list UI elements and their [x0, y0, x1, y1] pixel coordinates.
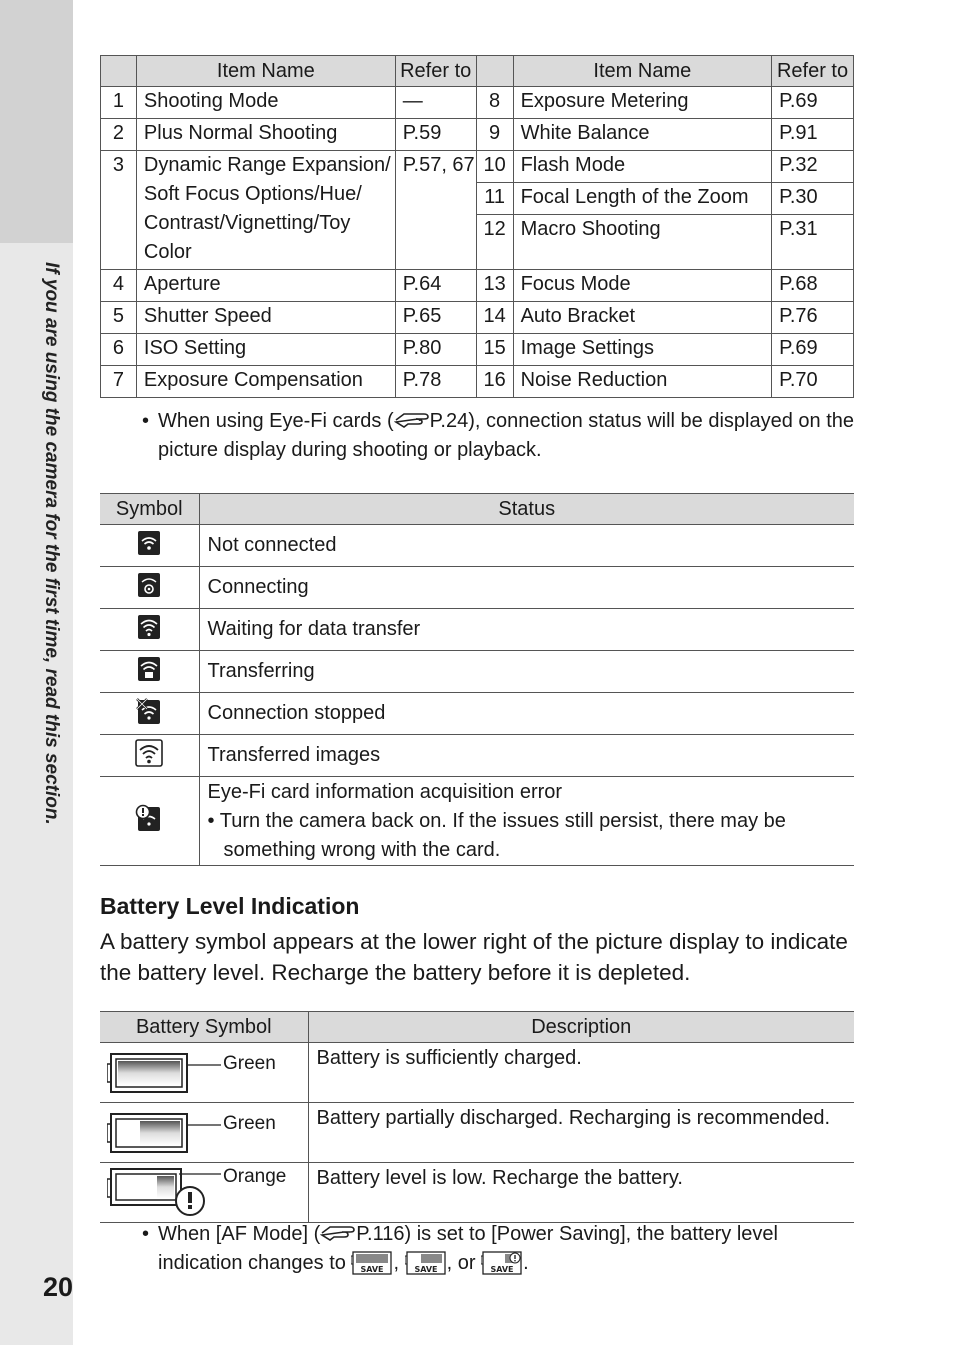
bullet: • [142, 1223, 150, 1245]
status-text: Waiting for data transfer [199, 609, 854, 651]
af-mode-note [142, 1220, 854, 1278]
battery-table-header [100, 1012, 854, 1043]
af-note-text [158, 1220, 854, 1278]
eyefi-stopped-icon [135, 697, 163, 725]
status-text: Transferring [199, 651, 854, 693]
item-ref: P.80 [395, 334, 476, 366]
item-name: ISO Setting [136, 334, 395, 366]
table-row [100, 777, 854, 866]
bullet: • [142, 410, 150, 432]
item-ref: — [395, 87, 476, 119]
table-row [100, 693, 854, 735]
table-row [101, 270, 854, 302]
col-header: Symbol [100, 494, 199, 525]
page-number: 20 [43, 1272, 74, 1302]
battery-save-partial-icon [405, 1251, 447, 1275]
col-header [476, 56, 513, 87]
eyefi-error-icon [135, 804, 163, 832]
note-text: . [523, 1252, 529, 1274]
item-ref: P.31 [772, 215, 854, 270]
item-ref: P.69 [772, 334, 854, 366]
item-ref: P.57, 67 [395, 151, 476, 270]
reference-hand-icon [394, 410, 430, 430]
battery-symbol-cell [100, 1103, 308, 1163]
error-instruction-cont: something wrong with the card. [223, 839, 501, 861]
table-row [100, 1163, 854, 1223]
status-text: Connection stopped [199, 693, 854, 735]
item-name: Focal Length of the Zoom [513, 183, 771, 215]
item-number: 11 [476, 183, 513, 215]
battery-symbol-cell [100, 1043, 308, 1103]
save-text: SAVE [490, 1265, 514, 1274]
item-ref: P.65 [395, 302, 476, 334]
table-row [100, 609, 854, 651]
table-row [100, 567, 854, 609]
item-number: 8 [476, 87, 513, 119]
status-text [199, 777, 854, 866]
eyefi-note-text [158, 407, 854, 465]
col-header: Battery Symbol [100, 1012, 308, 1043]
error-title: Eye-Fi card information acquisition error [207, 781, 563, 803]
col-header [101, 56, 137, 87]
item-name: Auto Bracket [513, 302, 771, 334]
note-text: , [393, 1252, 400, 1274]
item-name-line: Soft Focus Options/Hue/ [143, 183, 362, 205]
item-ref: P.69 [772, 87, 854, 119]
item-name [136, 151, 395, 270]
item-number: 16 [476, 366, 513, 398]
eyefi-connecting-icon [137, 572, 161, 598]
eyefi-not-connected-icon [137, 530, 161, 556]
battery-color-label: Green [223, 1113, 276, 1134]
item-name: Exposure Metering [513, 87, 771, 119]
note-text: ) is set to [Power Saving], the battery level [404, 1223, 778, 1245]
item-name: Shutter Speed [136, 302, 395, 334]
item-name-line: Color [143, 241, 192, 263]
note-text: ), connection status will be displayed on the picture display during shooting or playback. [158, 410, 854, 461]
status-table-header [100, 494, 854, 525]
item-name: Flash Mode [513, 151, 771, 183]
note-ref: P.116 [356, 1223, 405, 1245]
battery-symbol-cell [100, 1163, 308, 1223]
status-text: Transferred images [199, 735, 854, 777]
items-table-header [101, 56, 854, 87]
item-ref: P.32 [772, 151, 854, 183]
side-tab-marker [0, 0, 73, 243]
eyefi-note [142, 407, 854, 465]
item-name: White Balance [513, 119, 771, 151]
table-row [101, 302, 854, 334]
item-name: Noise Reduction [513, 366, 771, 398]
item-number: 1 [101, 87, 137, 119]
save-text: SAVE [414, 1265, 438, 1274]
symbol-cell [100, 693, 199, 735]
table-row [101, 334, 854, 366]
item-number: 13 [476, 270, 513, 302]
section-intro: A battery symbol appears at the lower right of the picture display to indicate the battery level. Recharge the battery before it is depleted. [100, 929, 848, 985]
table-row [100, 1103, 854, 1163]
item-name: Macro Shooting [513, 215, 771, 270]
eyefi-transferring-icon [137, 656, 161, 682]
item-number: 12 [476, 215, 513, 270]
eyefi-waiting-icon [137, 614, 161, 640]
item-number: 7 [101, 366, 137, 398]
item-number: 2 [101, 119, 137, 151]
bullet: • [207, 810, 215, 832]
item-ref: P.30 [772, 183, 854, 215]
table-row [100, 651, 854, 693]
item-ref: P.91 [772, 119, 854, 151]
note-text: , or [446, 1252, 476, 1274]
battery-save-full-icon [351, 1251, 393, 1275]
battery-save-low-icon [481, 1251, 523, 1275]
table-row [101, 151, 854, 183]
battery-description: Battery partially discharged. Recharging is recommended. [308, 1103, 854, 1163]
battery-full-icon [107, 1052, 225, 1094]
item-name: Image Settings [513, 334, 771, 366]
note-ref: P.24 [429, 410, 469, 432]
error-instruction [208, 807, 855, 836]
item-name: Exposure Compensation [136, 366, 395, 398]
reference-hand-icon [320, 1223, 356, 1243]
item-name-line: Dynamic Range Expansion/ [143, 154, 391, 176]
item-number: 15 [476, 334, 513, 366]
symbol-cell [100, 609, 199, 651]
col-header: Item Name [136, 56, 395, 87]
col-header: Status [199, 494, 854, 525]
status-text: Connecting [199, 567, 854, 609]
item-number: 3 [101, 151, 137, 270]
eyefi-transferred-icon [135, 739, 163, 767]
symbol-cell [100, 651, 199, 693]
battery-description: Battery level is low. Recharge the battery. [308, 1163, 854, 1223]
battery-description: Battery is sufficiently charged. [308, 1043, 854, 1103]
item-number: 14 [476, 302, 513, 334]
symbol-cell [100, 567, 199, 609]
table-row [100, 735, 854, 777]
table-row [101, 87, 854, 119]
status-text: Not connected [199, 525, 854, 567]
table-row [101, 366, 854, 398]
col-header: Item Name [513, 56, 771, 87]
battery-table [100, 1011, 854, 1223]
item-number: 6 [101, 334, 137, 366]
section-heading: Battery Level Indication [100, 893, 360, 919]
table-row [100, 1043, 854, 1103]
battery-color-label: Green [223, 1053, 276, 1074]
item-name: Aperture [136, 270, 395, 302]
table-row [100, 525, 854, 567]
item-ref: P.68 [772, 270, 854, 302]
symbol-cell [100, 735, 199, 777]
col-header: Description [308, 1012, 854, 1043]
item-number: 5 [101, 302, 137, 334]
item-ref: P.78 [395, 366, 476, 398]
col-header: Refer to [772, 56, 854, 87]
save-text: SAVE [360, 1265, 385, 1274]
item-name-line: Contrast/Vignetting/Toy [143, 212, 351, 234]
battery-color-label: Orange [223, 1166, 287, 1187]
battery-partial-icon [107, 1112, 225, 1154]
eyefi-status-table [100, 493, 854, 866]
note-text: indication changes to [158, 1252, 346, 1274]
item-number: 4 [101, 270, 137, 302]
item-ref: P.76 [772, 302, 854, 334]
item-ref: P.70 [772, 366, 854, 398]
item-name: Plus Normal Shooting [136, 119, 395, 151]
note-text: When using Eye-Fi cards ( [158, 410, 394, 432]
item-name: Shooting Mode [136, 87, 395, 119]
item-ref: P.59 [395, 119, 476, 151]
item-number: 9 [476, 119, 513, 151]
item-number: 10 [476, 151, 513, 183]
items-table [100, 55, 854, 398]
battery-low-icon [107, 1167, 225, 1217]
item-ref: P.64 [395, 270, 476, 302]
table-row [101, 119, 854, 151]
symbol-cell [100, 525, 199, 567]
error-instruction-text: Turn the camera back on. If the issues still persist, there may be [219, 810, 786, 832]
col-header: Refer to [395, 56, 476, 87]
note-text: When [AF Mode] ( [158, 1223, 321, 1245]
side-caption: If you are using the camera for the first time, read this section. [41, 262, 62, 825]
item-name: Focus Mode [513, 270, 771, 302]
symbol-cell [100, 777, 199, 866]
